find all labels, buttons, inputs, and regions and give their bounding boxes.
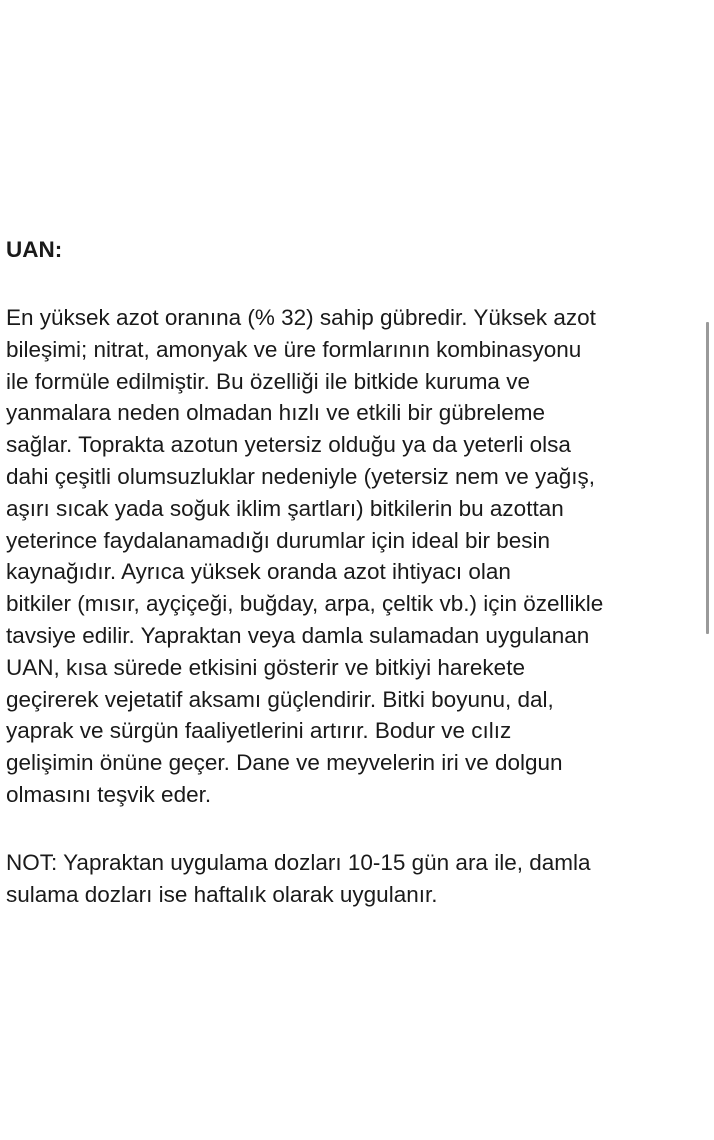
description-line: ile formüle edilmiştir. Bu özelliği ile bitkide kuruma ve [6,368,530,394]
description-line: tavsiye edilir. Yapraktan veya damla sulamadan uygulanan [6,622,590,648]
description-line: geçirerek vejetatif aksamı güçlendirir. Bitki boyunu, dal, [6,686,554,712]
description-line: bitkiler (mısır, ayçiçeği, buğday, arpa, çeltik vb.) için özellikle [6,591,604,617]
description-line: bileşimi; nitrat, amonyak ve üre formlarının kombinasyonu [6,336,582,362]
description-line: olmasını teşvik eder. [6,781,212,807]
description-line: sağlar. Toprakta azotun yetersiz olduğu ya da yeterli olsa [6,432,571,458]
note-line: sulama dozları ise haftalık olarak uygulanır. [6,881,438,907]
product-description [6,302,712,811]
description-line: yanmalara neden olmadan hızlı ve etkili bir gübreleme [6,400,546,426]
description-line: aşırı sıcak yada soğuk iklim şartları) bitkilerin bu azottan [6,495,564,521]
description-line: yaprak ve sürgün faaliyetlerini artırır. Bodur ve cılız [6,718,512,744]
description-line: En yüksek azot oranına (% 32) sahip gübredir. Yüksek azot [6,305,596,330]
usage-note [6,847,712,911]
description-line: UAN, kısa sürede etkisini gösterir ve bitkiyi harekete [6,654,525,680]
document-content [6,234,712,910]
vertical-scrollbar[interactable] [706,322,709,634]
description-line: yeterince faydalanamadığı durumlar için ideal bir besin [6,527,551,553]
description-line: kaynağıdır. Ayrıca yüksek oranda azot ihtiyacı olan [6,559,511,585]
description-line: gelişimin önüne geçer. Dane ve meyvelerin iri ve dolgun [6,750,563,776]
description-line: dahi çeşitli olumsuzluklar nedeniyle (yetersiz nem ve yağış, [6,463,596,489]
note-line: NOT: Yapraktan uygulama dozları 10-15 gün ara ile, damla [6,849,591,875]
product-heading: UAN: [6,237,63,262]
